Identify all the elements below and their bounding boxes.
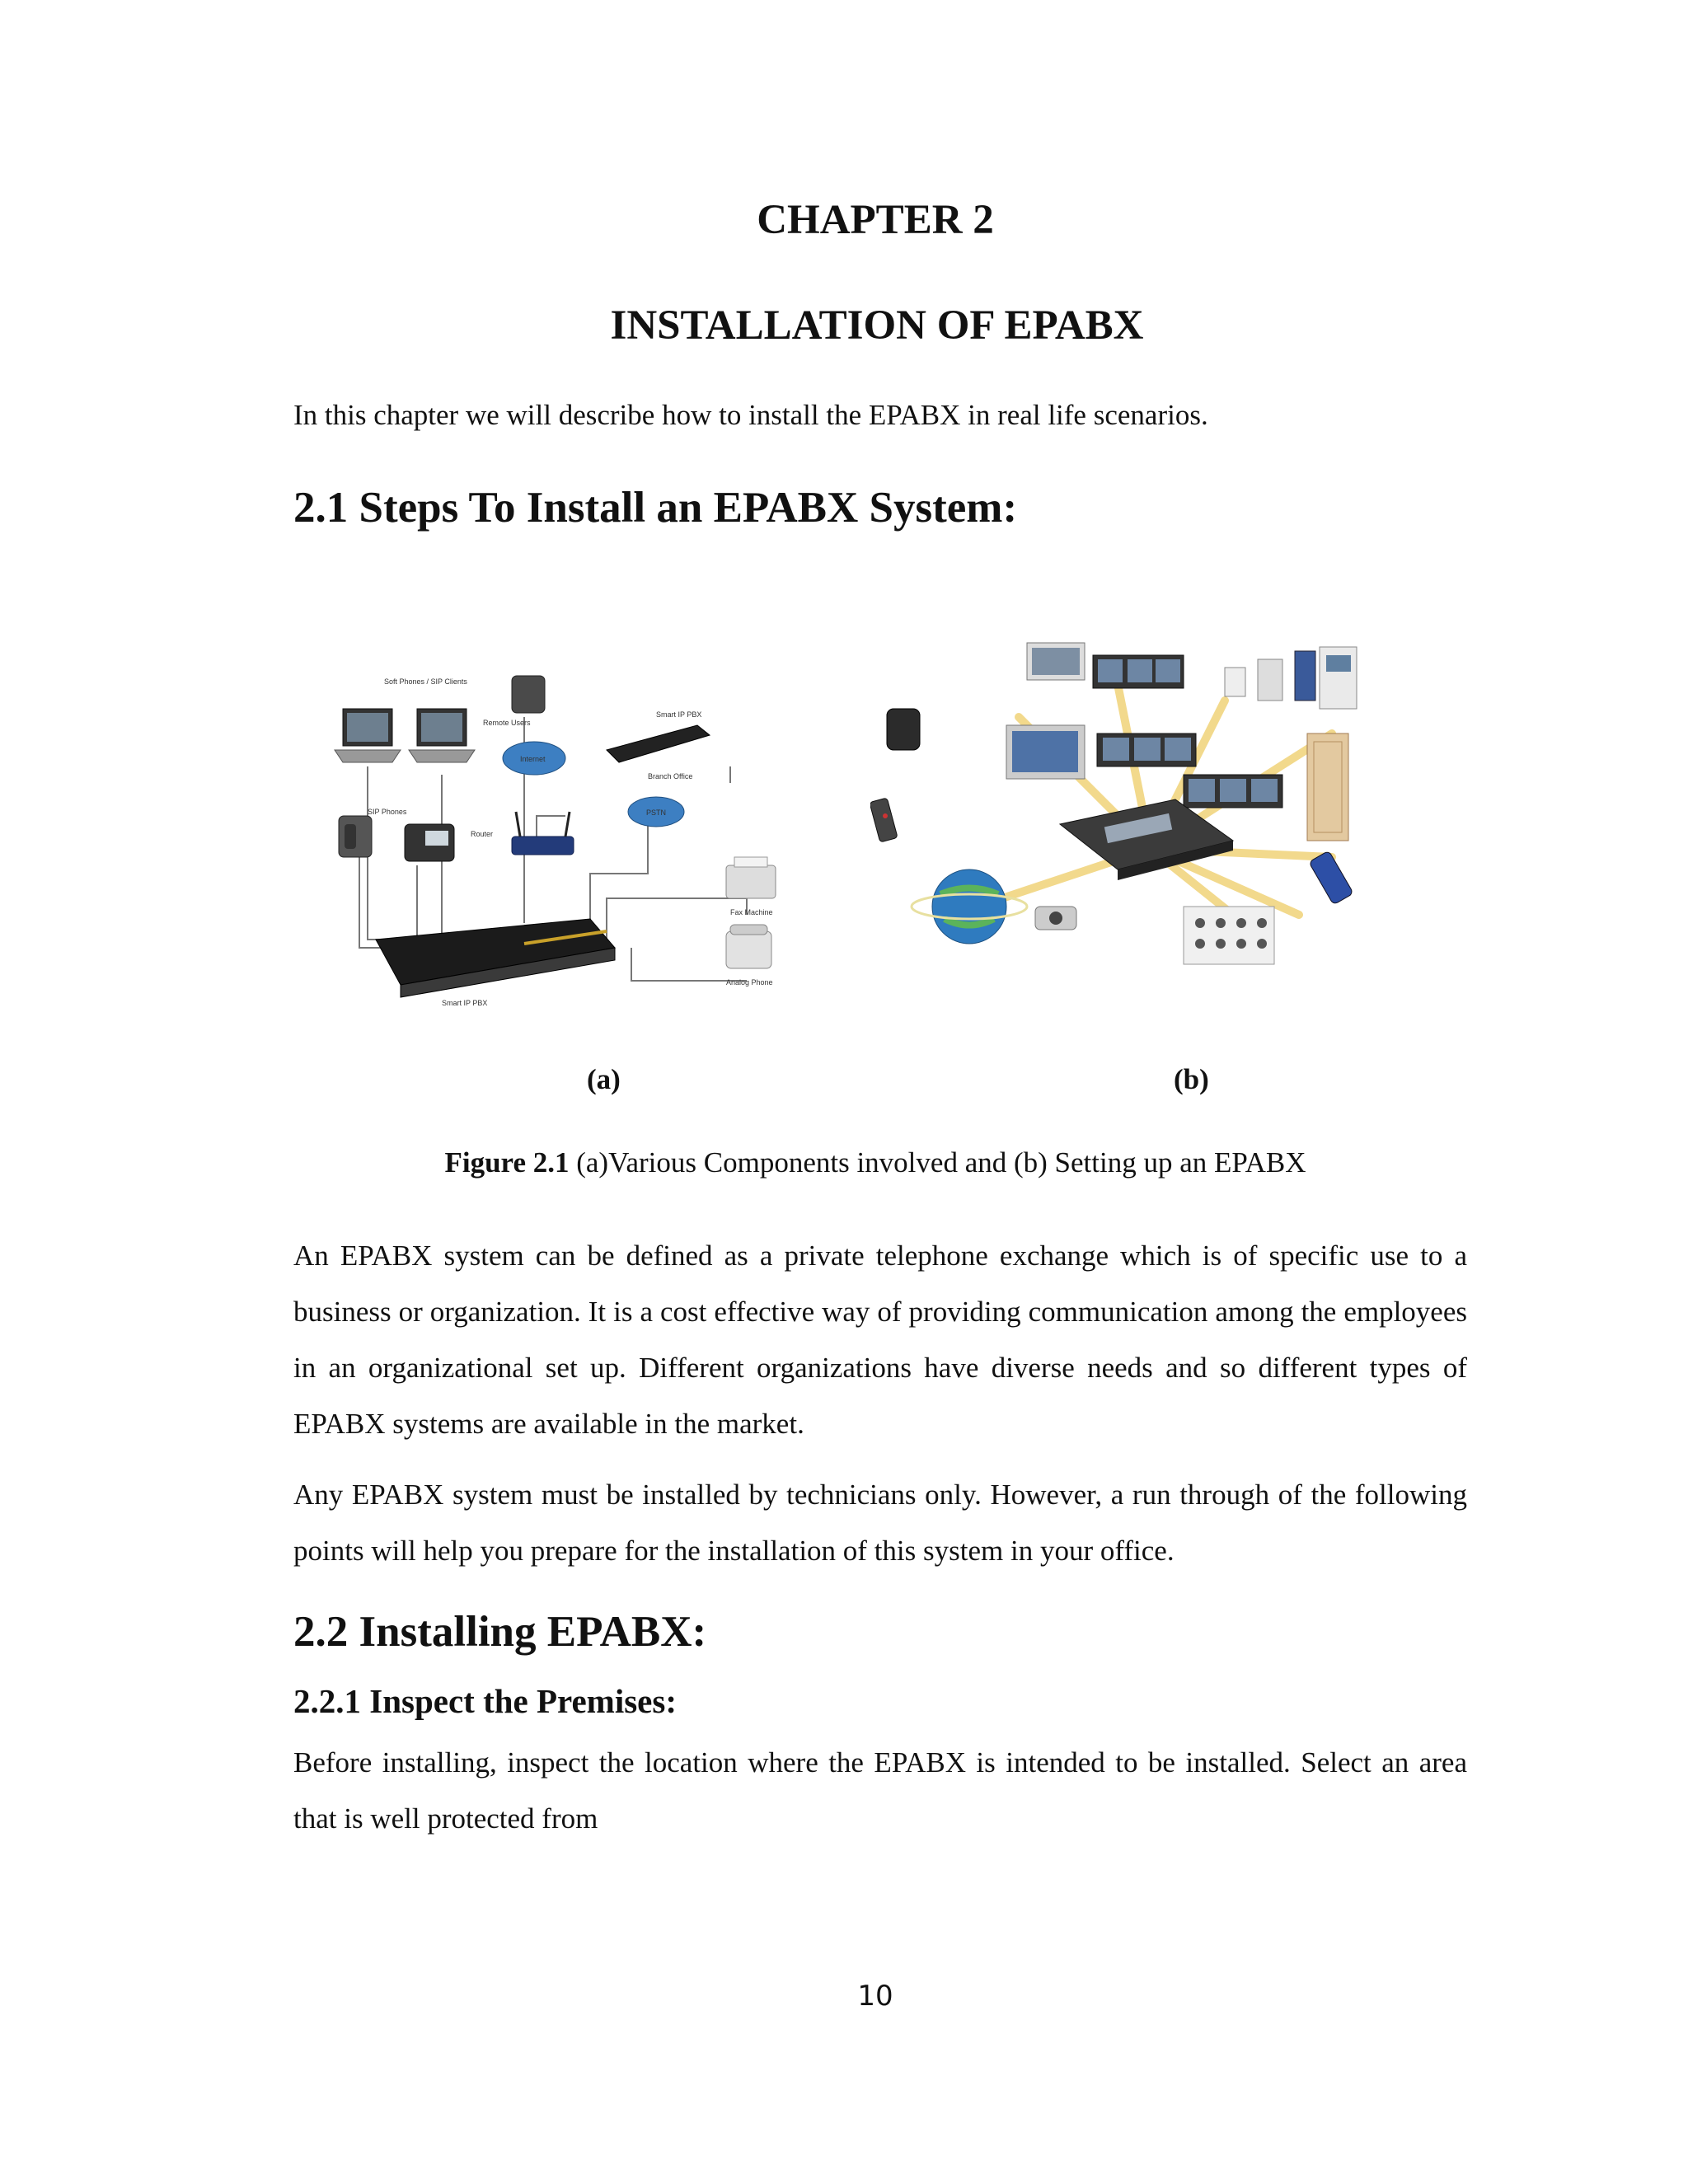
cloud-icon bbox=[503, 742, 565, 775]
chapter-intro: In this chapter we will describe how to install the EPABX in real life scenarios. bbox=[293, 399, 1208, 431]
section-2-2-1-text: Before installing, inspect the location where the EPABX is intended to be installed. Select an area that is well protected from bbox=[293, 1746, 1467, 1835]
label-sip-phones: SIP Phones bbox=[368, 808, 407, 816]
section-2-2-1-heading: 2.2.1 Inspect the Premises: bbox=[293, 1682, 677, 1720]
globe-icon bbox=[912, 869, 1027, 944]
section-2-2-heading: 2.2 Installing EPABX: bbox=[293, 1608, 707, 1656]
camera-icon bbox=[1035, 907, 1076, 930]
laptop-icon bbox=[335, 709, 401, 762]
figure-caption-number: Figure 2.1 bbox=[444, 1146, 570, 1179]
monitor-icon bbox=[1027, 643, 1085, 680]
paragraph-1: An EPABX system can be defined as a private telephone exchange which is of specific use to a business or organization. It is a cost effective way of providing communication among the employees in an organizational set up. Different organizations have diverse needs and so different types of EPABX systems are available in the market. bbox=[293, 1240, 1467, 1440]
figure-caption-text: (a)Various Components involved and (b) Setting up an EPABX bbox=[569, 1146, 1306, 1179]
desk-phone-icon bbox=[512, 676, 545, 713]
fax-machine-icon bbox=[726, 857, 776, 898]
label-remote-users: Remote Users bbox=[483, 719, 531, 727]
sip-phone-icon bbox=[405, 824, 454, 861]
figure-panel-a-diagram bbox=[318, 668, 829, 1014]
label-analog-phone: Analog Phone bbox=[726, 978, 773, 987]
speaker-icon bbox=[887, 709, 920, 750]
label-fax-machine: Fax Machine bbox=[730, 908, 773, 916]
router-icon bbox=[512, 812, 574, 855]
monitor-icon bbox=[1093, 655, 1184, 688]
label-pstn: PSTN bbox=[646, 808, 667, 817]
figure-panel-b-illustration bbox=[870, 635, 1447, 1022]
mobile-phone-icon bbox=[1309, 851, 1353, 905]
monitor-icon bbox=[1006, 725, 1085, 779]
card-reader-icon bbox=[1225, 659, 1282, 701]
paragraph-2: Any EPABX system must be installed by technicians only. However, a run through of the following points will help you prepare for the installation of this system in your office. bbox=[293, 1479, 1467, 1567]
pbx-unit-icon bbox=[607, 725, 710, 762]
laptop-icon bbox=[409, 709, 475, 762]
page-number: 10 bbox=[857, 1980, 893, 2013]
keypad-icon bbox=[1184, 907, 1274, 964]
figure-label-a: (a) bbox=[587, 1063, 621, 1095]
figure-2-1 bbox=[293, 635, 1472, 1030]
label-soft-phones: Soft Phones / SIP Clients bbox=[384, 677, 467, 686]
label-branch-office: Branch Office bbox=[648, 772, 693, 780]
label-internet: Internet bbox=[520, 755, 546, 763]
chapter-label: CHAPTER 2 bbox=[757, 197, 994, 243]
label-smart-ip-pbx: Smart IP PBX bbox=[442, 999, 488, 1007]
analog-phone-icon bbox=[726, 925, 771, 968]
label-smart-ip-pbx-remote: Smart IP PBX bbox=[656, 710, 702, 719]
monitor-icon bbox=[1097, 733, 1196, 766]
figure-caption bbox=[0, 1146, 1688, 1179]
cloud-icon bbox=[628, 797, 684, 827]
section-2-1-heading: 2.1 Steps To Install an EPABX System: bbox=[293, 484, 1018, 532]
monitor-icon bbox=[1184, 775, 1282, 808]
figure-label-b: (b) bbox=[1174, 1063, 1209, 1095]
label-router: Router bbox=[471, 830, 494, 838]
access-panel-icon bbox=[1295, 647, 1357, 709]
sip-phone-icon bbox=[339, 816, 372, 857]
handheld-radio-icon bbox=[870, 798, 898, 842]
main-pbx-icon bbox=[376, 919, 615, 997]
door-icon bbox=[1307, 733, 1348, 841]
chapter-title: INSTALLATION OF EPABX bbox=[610, 302, 1144, 349]
